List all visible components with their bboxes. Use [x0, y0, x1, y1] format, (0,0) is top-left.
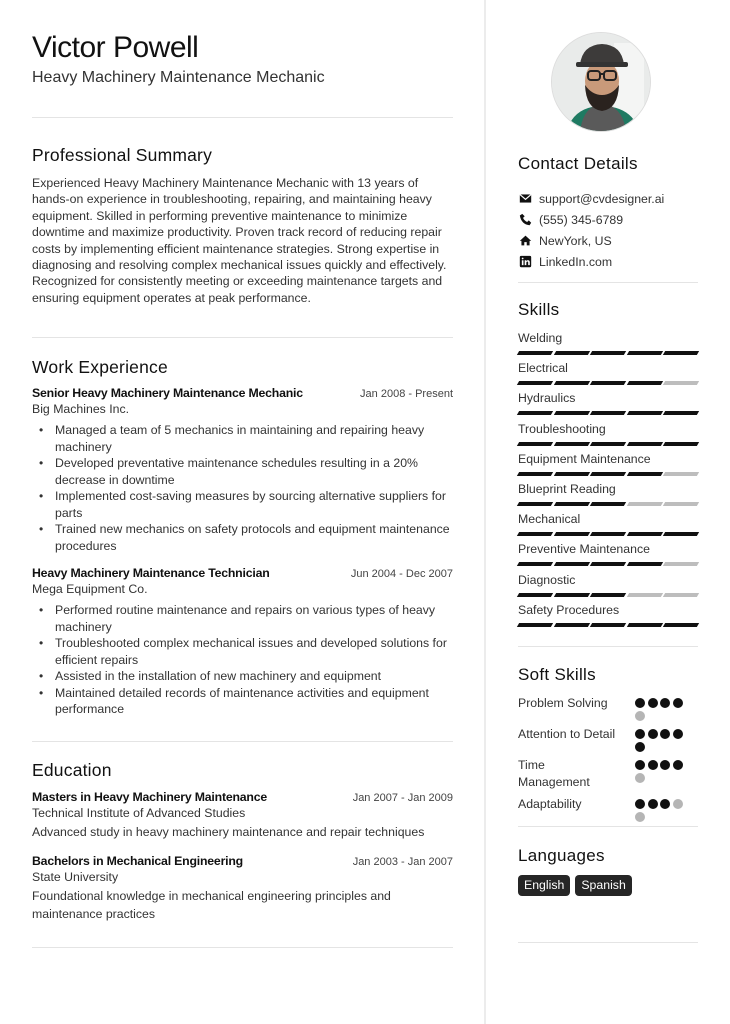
- skill-item: [518, 511, 698, 541]
- skill-level-bar: [518, 623, 698, 627]
- job-bullet: • Implemented cost-saving measures by sourcing alternative suppliers for parts: [32, 488, 453, 521]
- home-icon: [518, 234, 532, 248]
- languages-list: [518, 875, 632, 896]
- education-date: Jan 2007 - Jan 2009: [352, 792, 453, 804]
- contact-divider: [518, 282, 698, 283]
- candidate-title: Heavy Machinery Maintenance Mechanic: [32, 69, 325, 86]
- education-entry: [32, 790, 453, 842]
- skill-level-segment: [627, 472, 663, 476]
- rating-dot: [635, 773, 645, 783]
- skill-level-segment: [627, 593, 663, 597]
- skill-level-segment: [590, 351, 626, 355]
- skill-name: Blueprint Reading: [518, 481, 616, 496]
- job-bullet: • Maintained detailed records of maintenance activities and equipment performance: [32, 685, 453, 718]
- rating-dot: [660, 698, 670, 708]
- job-entry: [32, 566, 453, 718]
- skill-level-segment: [553, 381, 589, 385]
- soft-skill-name: Problem Solving: [518, 696, 608, 710]
- skill-level-segment: [517, 562, 553, 566]
- contact-linkedin[interactable]: [518, 251, 664, 272]
- rating-dot: [673, 760, 683, 770]
- language-chip: English: [518, 875, 570, 896]
- skill-level-segment: [590, 532, 626, 536]
- skill-level-bar: [518, 593, 698, 597]
- education-description: Foundational knowledge in mechanical engineering principles and maintenance practices: [32, 889, 391, 921]
- skill-level-segment: [517, 472, 553, 476]
- skill-level-segment: [590, 381, 626, 385]
- summary-divider: [32, 337, 453, 338]
- skill-item: [518, 451, 698, 481]
- skill-level-segment: [553, 472, 589, 476]
- skill-level-segment: [553, 351, 589, 355]
- soft-skill-item: [518, 796, 698, 822]
- skill-level-segment: [590, 472, 626, 476]
- skill-level-segment: [663, 562, 699, 566]
- job-entry: [32, 386, 453, 554]
- skill-level-bar: [518, 502, 698, 506]
- degree: Masters in Heavy Machinery Maintenance: [32, 790, 268, 804]
- skill-item: [518, 421, 698, 451]
- rating-dot: [660, 799, 670, 809]
- skill-level-segment: [517, 532, 553, 536]
- soft-skill-rating: [635, 757, 687, 791]
- education-description: Advanced study in heavy machinery maintenance and repair techniques: [32, 825, 425, 839]
- school: State University: [32, 870, 119, 884]
- soft-skill-name: Time Management: [518, 758, 590, 789]
- rating-dot: [673, 729, 683, 739]
- skill-name: Mechanical: [518, 512, 581, 527]
- summary-text: Experienced Heavy Machinery Maintenance Mechanic with 13 years of hands-on experience in troubleshooting, repairing, and maintaining heavy equipment. Skilled in performing preventive maintenance to minimize downtime and maximize productivity. Proven track record of reducing repair costs by implementing efficient maintenance strategies. Strong expertise in diagnosing and resolving complex mechanical issues quickly and effectively. Recognized for consistently meeting or exceeding maintenance targets and ensuring equipment operates at peak performance.: [32, 176, 447, 305]
- rating-dot: [648, 799, 658, 809]
- soft-skills-heading: Soft Skills: [518, 665, 596, 684]
- skill-level-segment: [663, 442, 699, 446]
- header-divider: [32, 117, 453, 118]
- skill-level-segment: [553, 442, 589, 446]
- skills-list: [518, 330, 698, 632]
- skill-level-bar: [518, 442, 698, 446]
- job-company: Big Machines Inc.: [32, 402, 130, 416]
- job-bullet: • Managed a team of 5 mechanics in maintaining and repairing heavy machinery: [32, 422, 453, 455]
- language-chip: Spanish: [575, 875, 631, 896]
- contact-email-text: support@cvdesigner.ai: [539, 191, 665, 206]
- summary-heading: Professional Summary: [32, 145, 213, 165]
- skill-level-segment: [627, 381, 663, 385]
- soft-skills-divider: [518, 826, 698, 827]
- soft-skill-item: [518, 695, 698, 721]
- skill-level-segment: [663, 381, 699, 385]
- rating-dot: [648, 760, 658, 770]
- contact-email[interactable]: [518, 188, 664, 209]
- job-company: Mega Equipment Co.: [32, 582, 148, 596]
- skill-name: Electrical: [518, 361, 568, 376]
- skill-level-segment: [627, 411, 663, 415]
- rating-dot: [635, 711, 645, 721]
- linkedin-icon: [518, 255, 532, 269]
- skills-heading: Skills: [518, 300, 560, 319]
- skill-level-segment: [627, 623, 663, 627]
- skill-level-segment: [517, 502, 553, 506]
- rating-dot: [635, 742, 645, 752]
- skill-name: Welding: [518, 331, 563, 345]
- skill-level-bar: [518, 472, 698, 476]
- degree: Bachelors in Mechanical Engineering: [32, 854, 243, 868]
- skill-level-segment: [627, 351, 663, 355]
- skill-item: [518, 360, 698, 390]
- soft-skill-item: [518, 757, 698, 791]
- job-bullets: [32, 422, 453, 554]
- skill-item: [518, 330, 698, 360]
- soft-skills-list: [518, 695, 698, 822]
- soft-skill-item: [518, 726, 698, 752]
- rating-dot: [673, 698, 683, 708]
- skill-level-segment: [590, 562, 626, 566]
- contact-list: [518, 188, 664, 272]
- soft-skill-rating: [635, 695, 687, 721]
- skill-name: Equipment Maintenance: [518, 451, 651, 466]
- skill-item: [518, 390, 698, 420]
- rating-dot: [635, 799, 645, 809]
- skill-level-segment: [553, 562, 589, 566]
- skill-level-segment: [553, 532, 589, 536]
- skill-item: [518, 602, 698, 632]
- skill-level-segment: [553, 623, 589, 627]
- phone-icon: [518, 213, 532, 227]
- skill-level-segment: [590, 623, 626, 627]
- soft-skill-rating: [635, 796, 687, 822]
- skill-name: Preventive Maintenance: [518, 542, 650, 557]
- job-bullet: • Developed preventative maintenance schedules resulting in a 20% decrease in downtime: [32, 455, 453, 488]
- skill-item: [518, 541, 698, 571]
- rating-dot: [660, 729, 670, 739]
- job-role: Heavy Machinery Maintenance Technician: [32, 566, 270, 580]
- column-divider: [484, 0, 486, 1024]
- job-role: Senior Heavy Machinery Maintenance Mechanic: [32, 386, 303, 400]
- education-heading: Education: [32, 760, 112, 780]
- skill-level-bar: [518, 562, 698, 566]
- skill-level-bar: [518, 381, 698, 385]
- job-bullet: • Performed routine maintenance and repairs on various types of heavy machinery: [32, 602, 453, 635]
- skill-item: [518, 481, 698, 511]
- skill-level-bar: [518, 532, 698, 536]
- skill-name: Safety Procedures: [518, 602, 620, 617]
- soft-skill-name: Adaptability: [518, 797, 582, 811]
- job-date: Jan 2008 - Present: [360, 388, 453, 400]
- rating-dot: [660, 760, 670, 770]
- skill-level-segment: [663, 623, 699, 627]
- job-bullet: • Troubleshooted complex mechanical issues and developed solutions for efficient repairs: [32, 635, 453, 668]
- skill-level-segment: [663, 351, 699, 355]
- skills-divider: [518, 646, 698, 647]
- skill-level-segment: [553, 502, 589, 506]
- skill-level-segment: [627, 562, 663, 566]
- job-bullets: [32, 602, 453, 718]
- rating-dot: [635, 760, 645, 770]
- education-date: Jan 2003 - Jan 2007: [352, 856, 453, 868]
- skill-level-segment: [517, 442, 553, 446]
- job-bullet: • Trained new mechanics on safety protocols and equipment maintenance procedures: [32, 521, 453, 554]
- rating-dot: [648, 729, 658, 739]
- skill-level-segment: [553, 411, 589, 415]
- skill-level-segment: [517, 593, 553, 597]
- soft-skill-rating: [635, 726, 687, 752]
- skill-name: Diagnostic: [518, 572, 576, 587]
- school: Technical Institute of Advanced Studies: [32, 806, 246, 820]
- profile-photo: [552, 33, 651, 132]
- skill-level-segment: [590, 411, 626, 415]
- skill-level-segment: [627, 532, 663, 536]
- skill-level-bar: [518, 411, 698, 415]
- job-bullet: • Assisted in the installation of new machinery and equipment: [32, 668, 453, 685]
- contact-phone-text: (555) 345-6789: [539, 212, 624, 227]
- skill-level-segment: [553, 593, 589, 597]
- skill-level-segment: [517, 411, 553, 415]
- education-divider: [32, 947, 453, 948]
- skill-level-segment: [517, 351, 553, 355]
- skill-level-segment: [590, 502, 626, 506]
- soft-skill-name: Attention to Detail: [518, 727, 616, 741]
- rating-dot: [635, 698, 645, 708]
- skill-level-segment: [663, 593, 699, 597]
- rating-dot: [635, 729, 645, 739]
- skill-level-segment: [627, 502, 663, 506]
- skill-level-segment: [517, 623, 553, 627]
- education-entry: [32, 854, 453, 923]
- skill-name: Troubleshooting: [518, 421, 606, 436]
- skill-level-segment: [663, 411, 699, 415]
- skill-level-segment: [663, 472, 699, 476]
- skill-level-segment: [627, 442, 663, 446]
- job-date: Jun 2004 - Dec 2007: [350, 568, 453, 580]
- experience-heading: Work Experience: [32, 357, 168, 377]
- skill-level-segment: [590, 593, 626, 597]
- experience-divider: [32, 741, 453, 742]
- skill-name: Hydraulics: [518, 391, 576, 406]
- contact-location-text: NewYork, US: [539, 233, 612, 248]
- languages-heading: Languages: [518, 846, 605, 865]
- skill-level-segment: [663, 502, 699, 506]
- contact-heading: Contact Details: [518, 154, 638, 173]
- rating-dot: [648, 698, 658, 708]
- contact-linkedin-text: LinkedIn.com: [539, 254, 613, 269]
- languages-divider: [518, 942, 698, 943]
- skill-level-segment: [590, 442, 626, 446]
- candidate-name: Victor Powell: [32, 31, 199, 64]
- avatar: [551, 32, 651, 132]
- rating-dot: [635, 812, 645, 822]
- skill-level-bar: [518, 351, 698, 355]
- contact-location: [518, 230, 664, 251]
- envelope-icon: [518, 192, 532, 206]
- skill-item: [518, 572, 698, 602]
- skill-level-segment: [663, 532, 699, 536]
- skill-level-segment: [517, 381, 553, 385]
- rating-dot: [673, 799, 683, 809]
- contact-phone[interactable]: [518, 209, 664, 230]
